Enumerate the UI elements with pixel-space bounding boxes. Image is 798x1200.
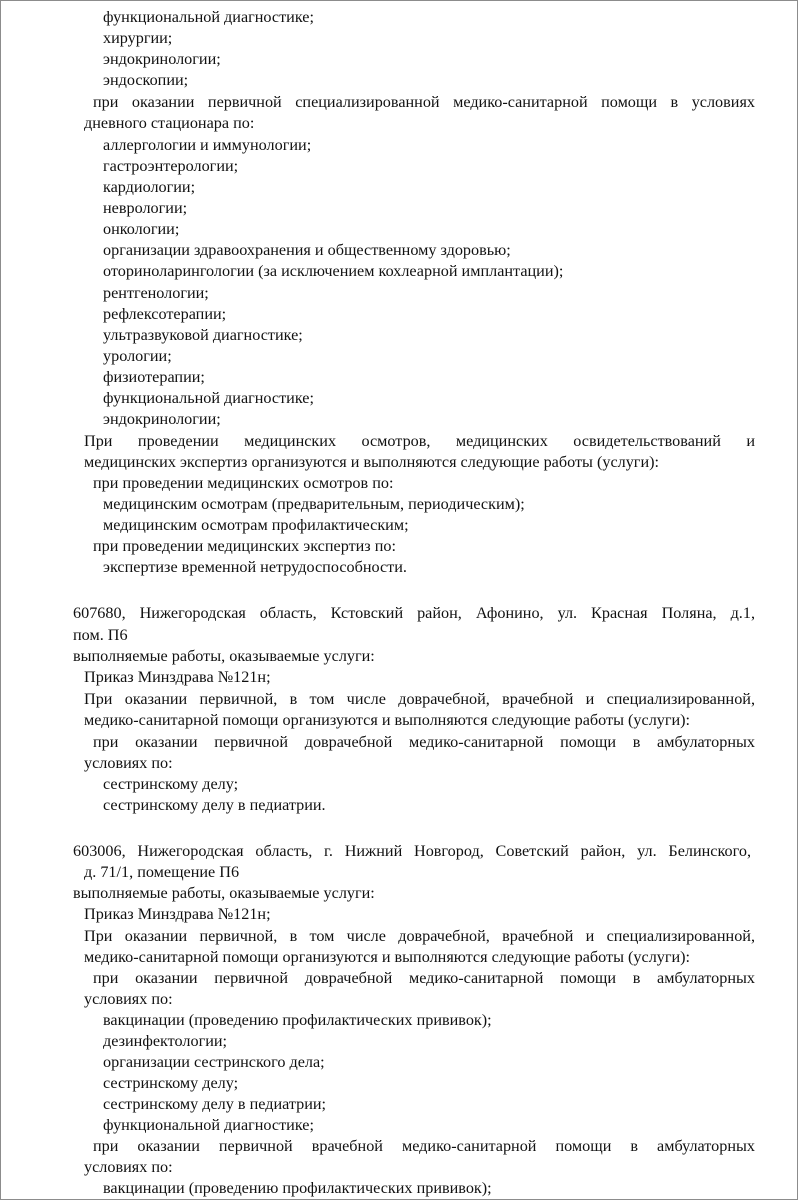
- section-heading: при оказании первичной доврачебной медико-санитарной помощи в амбулаторных: [93, 733, 755, 751]
- section-heading-continuation: условиях по:: [84, 754, 173, 772]
- paragraph: При оказании первичной, в том числе доврачебной, врачебной и специализированной,: [84, 927, 755, 945]
- list-item: сестринскому делу;: [103, 775, 239, 793]
- list-item: рефлексотерапии;: [103, 305, 227, 323]
- list-item: сестринскому делу;: [103, 1074, 239, 1092]
- list-item: медицинским осмотрам профилактическим;: [103, 516, 409, 534]
- list-item: сестринскому делу в педиатрии;: [103, 1095, 327, 1113]
- paragraph-continuation: медико-санитарной помощи организуются и выполняются следующие работы (услуги):: [84, 948, 691, 966]
- list-item: вакцинации (проведению профилактических прививок);: [103, 1179, 492, 1197]
- list-item: сестринскому делу в педиатрии.: [103, 796, 326, 814]
- list-item: эндокринологии;: [103, 410, 221, 428]
- list-item: функциональной диагностике;: [103, 8, 314, 26]
- section-heading: при оказании первичной специализированной медико-санитарной помощи в условиях: [93, 93, 755, 111]
- address-line: 603006, Нижегородская область, г. Нижний Новгород, Советский район, ул. Белинского,: [73, 842, 751, 860]
- list-item: дезинфектологии;: [103, 1032, 228, 1050]
- list-item: физиотерапии;: [103, 368, 205, 386]
- list-item: организации сестринского дела;: [103, 1053, 325, 1071]
- list-item: функциональной диагностике;: [103, 1116, 314, 1134]
- list-item: медицинским осмотрам (предварительным, периодическим);: [103, 495, 525, 513]
- list-item: рентгенологии;: [103, 284, 209, 302]
- paragraph-continuation: медико-санитарной помощи организуются и выполняются следующие работы (услуги):: [84, 711, 691, 729]
- paragraph-continuation: медицинских экспертиз организуются и выполняются следующие работы (услуги):: [84, 453, 659, 471]
- list-item: эндокринологии;: [103, 50, 221, 68]
- list-item: оториноларингологии (за исключением кохлеарной имплантации);: [103, 262, 564, 280]
- order-reference: Приказ Минздрава №121н;: [84, 668, 271, 686]
- list-item: онкологии;: [103, 220, 180, 238]
- services-label: выполняемые работы, оказываемые услуги:: [73, 647, 375, 665]
- section-heading: при проведении медицинских экспертиз по:: [93, 537, 397, 555]
- list-item: организации здравоохранения и общественному здоровью;: [103, 241, 511, 259]
- list-item: эндоскопии;: [103, 71, 189, 89]
- section-heading: при проведении медицинских осмотров по:: [93, 474, 394, 492]
- services-label: выполняемые работы, оказываемые услуги:: [73, 884, 375, 902]
- list-item: урологии;: [103, 347, 172, 365]
- order-reference: Приказ Минздрава №121н;: [84, 905, 271, 923]
- list-item: неврологии;: [103, 199, 188, 217]
- list-item: ультразвуковой диагностике;: [103, 326, 303, 344]
- list-item: хирургии;: [103, 29, 173, 47]
- list-item: вакцинации (проведению профилактических прививок);: [103, 1011, 492, 1029]
- list-item: гастроэнтерологии;: [103, 157, 239, 175]
- address-line: 607680, Нижегородская область, Кстовский район, Афонино, ул. Красная Поляна, д.1,: [73, 604, 755, 622]
- section-heading: при оказании первичной врачебной медико-санитарной помощи в амбулаторных: [93, 1137, 755, 1155]
- list-item: функциональной диагностике;: [103, 389, 314, 407]
- list-item: кардиологии;: [103, 178, 196, 196]
- list-item: аллергологии и иммунологии;: [103, 136, 312, 154]
- paragraph: При проведении медицинских осмотров, медицинских освидетельствований и: [84, 432, 755, 450]
- list-item: экспертизе временной нетрудоспособности.: [103, 558, 407, 576]
- section-heading-continuation: условиях по:: [84, 990, 173, 1008]
- section-heading: при оказании первичной доврачебной медико-санитарной помощи в амбулаторных: [93, 969, 755, 987]
- section-heading-continuation: условиях по:: [84, 1158, 173, 1176]
- paragraph: При оказании первичной, в том числе доврачебной, врачебной и специализированной,: [84, 690, 755, 708]
- address-line-continuation: д. 71/1, помещение П6: [84, 863, 240, 881]
- address-line-continuation: пом. П6: [73, 626, 128, 644]
- section-heading-continuation: дневного стационара по:: [84, 114, 255, 132]
